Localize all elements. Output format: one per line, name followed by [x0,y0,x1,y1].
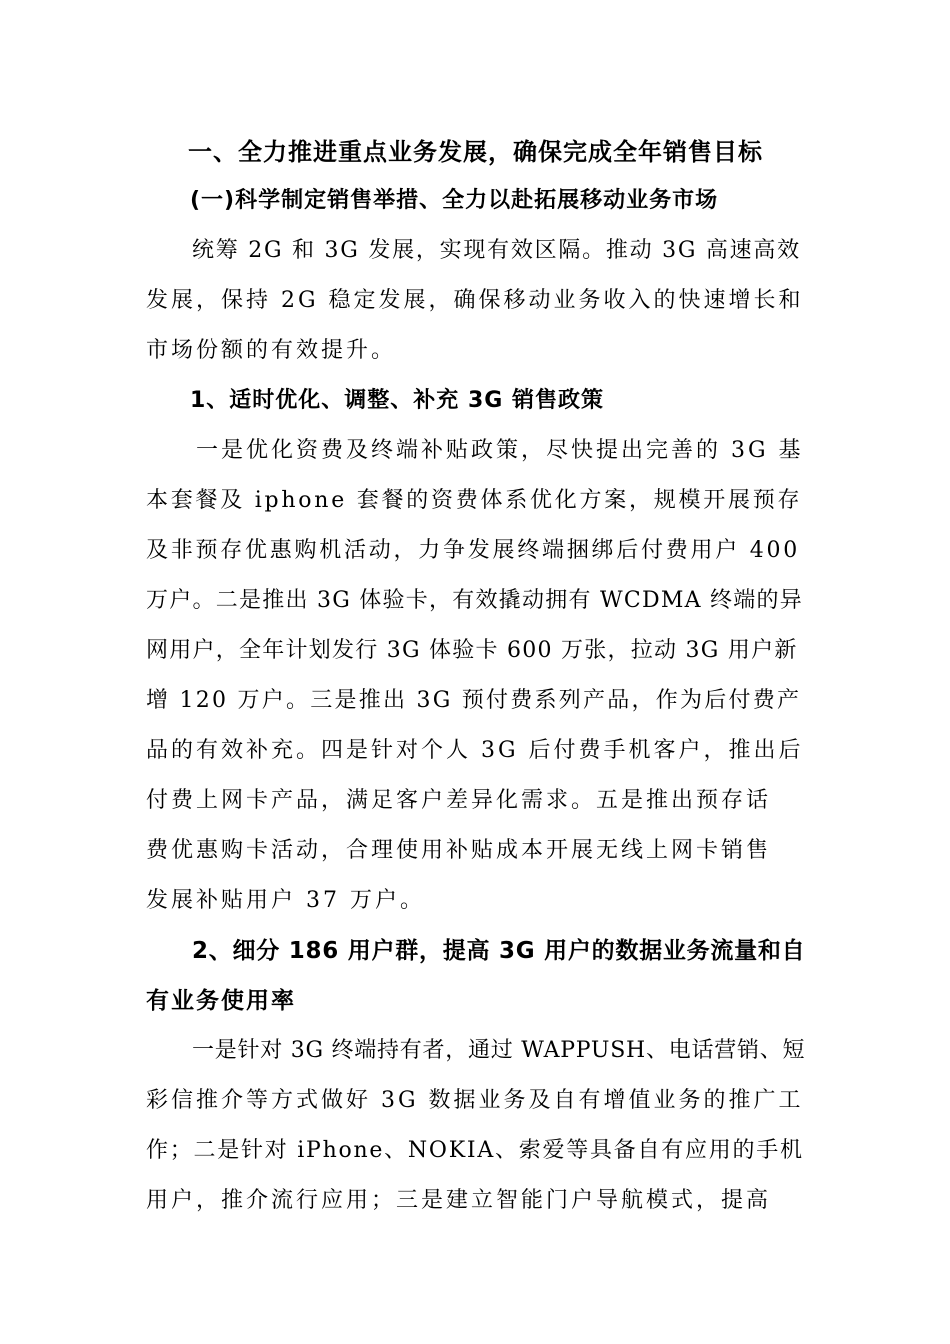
paragraph-line: 网用户，全年计划发行 3G 体验卡 600 万张，拉动 3G 用户新 [146,638,798,663]
paragraph-line: 发展补贴用户 37 万户。 [146,888,425,913]
paragraph-line: 市场份额的有效提升。 [146,338,397,363]
section-2-title-continued: 有业务使用率 [146,988,296,1014]
paragraph-line: 作；二是针对 iPhone、NOKIA、索爱等具备自有应用的手机 [146,1138,804,1163]
section-1-title: 1、适时优化、调整、补充 3G 销售政策 [190,388,604,413]
paragraph-line: 及非预存优惠购机活动，力争发展终端捆绑后付费用户 400 [146,538,800,563]
paragraph-line: 品的有效补充。四是针对个人 3G 后付费手机客户，推出后 [146,738,804,763]
paragraph-line: 一是针对 3G 终端持有者，通过 WAPPUSH、电话营销、短 [192,1038,806,1063]
paragraph-line: 统筹 2G 和 3G 发展，实现有效区隔。推动 3G 高速高效 [192,238,801,263]
paragraph-line: 付费上网卡产品，满足客户差异化需求。五是推出预存话 [146,788,772,813]
paragraph-line: 增 120 万户。三是推出 3G 预付费系列产品，作为后付费产 [146,688,802,713]
section-2-title: 2、细分 186 用户群，提高 3G 用户的数据业务流量和自 [192,938,806,964]
paragraph-line: 用户，推介流行应用；三是建立智能门户导航模式，提高 [146,1188,772,1213]
paragraph-line: 一是优化资费及终端补贴政策，尽快提出完善的 3G 基 [196,438,804,463]
paragraph-line: 费优惠购卡活动，合理使用补贴成本开展无线上网卡销售 [146,838,772,863]
heading-1: 一、全力推进重点业务发展，确保完成全年销售目标 [188,138,763,166]
paragraph-line: 本套餐及 iphone 套餐的资费体系优化方案，规模开展预存 [146,488,803,513]
heading-2: (一)科学制定销售举措、全力以赴拓展移动业务市场 [190,188,719,213]
paragraph-line: 发展，保持 2G 稳定发展，确保移动业务收入的快速增长和 [146,288,804,313]
paragraph-line: 万户。二是推出 3G 体验卡，有效撬动拥有 WCDMA 终端的异 [146,588,804,613]
paragraph-line: 彩信推介等方式做好 3G 数据业务及自有增值业务的推广工 [146,1088,804,1113]
